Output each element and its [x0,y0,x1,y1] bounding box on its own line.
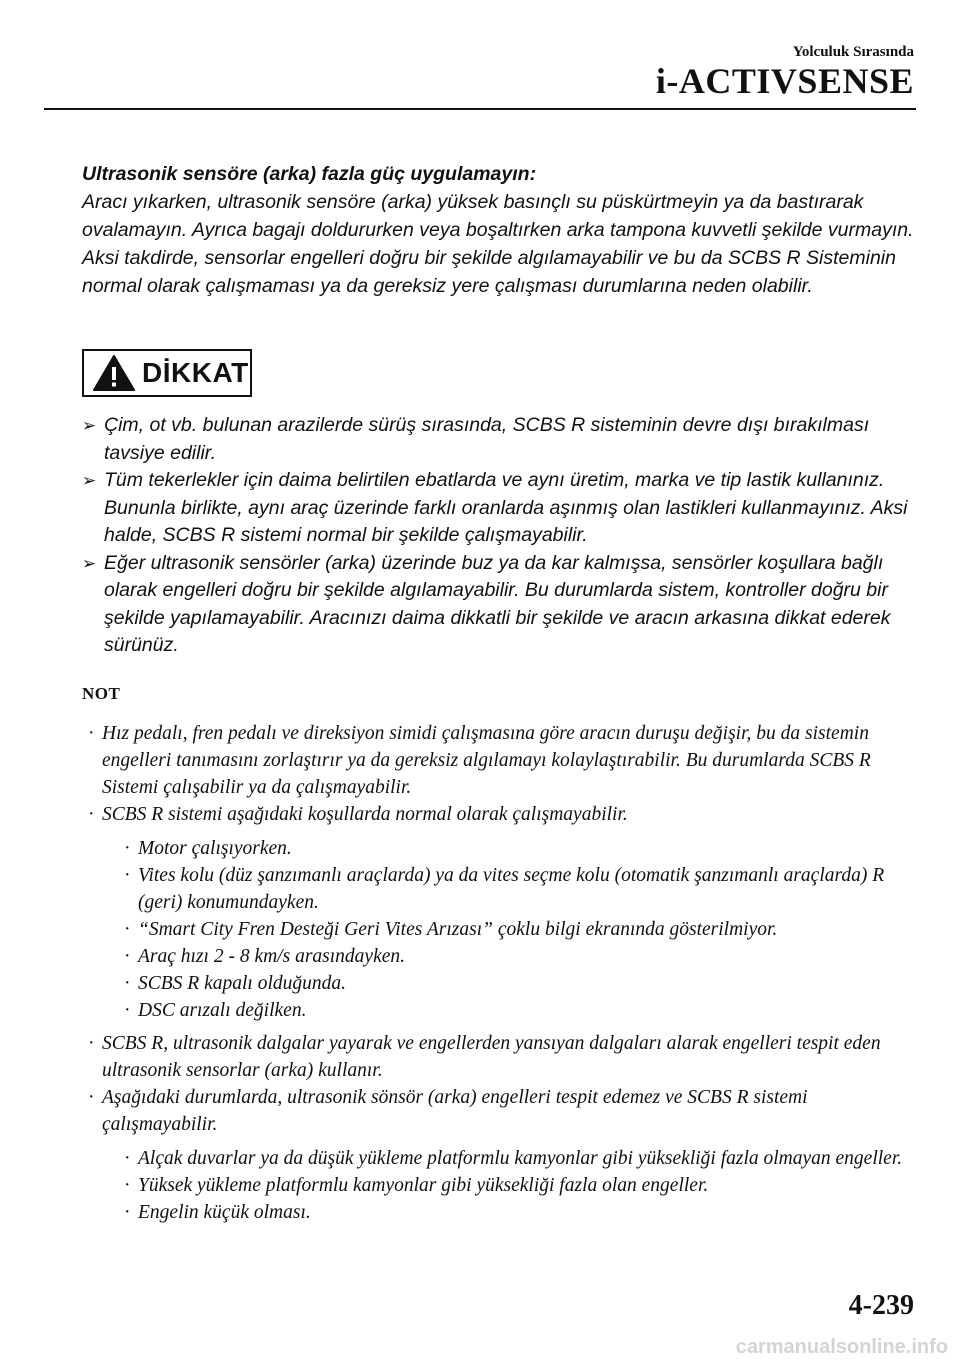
note-sub-item [124,862,922,916]
page-number: 4-239 [848,1290,914,1321]
note-sub-item-text: Yüksek yükleme platformlu kamyonlar gibi yüksekliği fazla olan engeller. [138,1175,709,1196]
header-section-title: Yolculuk Sırasında [792,44,914,60]
note-sub-item-text: Engelin küçük olması. [138,1202,311,1223]
note-sub-item-text: Alçak duvarlar ya da düşük yükleme platformlu kamyonlar gibi yüksekliği fazla olmayan engeller. [138,1148,903,1169]
note-sub-item-text: SCBS R kapalı olduğunda. [138,973,346,994]
dot-bullet-icon: · [124,1202,131,1223]
arrow-bullet-icon: ➢ [82,553,97,573]
note-sub-item [124,970,922,997]
note-sub-list [124,1145,922,1226]
arrow-bullet-icon: ➢ [82,416,97,435]
note-sub-item [124,1172,922,1199]
dot-bullet-icon: · [124,1175,131,1196]
note-title: NOT [82,684,121,703]
dot-bullet-icon: · [124,838,131,859]
note-sub-item [124,916,922,943]
note-item-text: Hız pedalı, fren pedalı ve direksiyon simidi çalışmasına göre aracın duruşu değişir, bu da sistemin engelleri tanımasını zorlaştırır ya da gereksiz algılamayı kolaylaştırabilir. Bu durumlarda SCBS R Sistemi çalışabilir ya da çalışmayabilir. [102,723,871,798]
warning-triangle-icon [92,354,136,392]
warning-list-item [82,550,922,660]
note-sub-item-text: Vites kolu (düz şanzımanlı araçlarda) ya da vites seçme kolu (otomatik şanzımanlı araçlarda) R (geri) konumundayken. [138,865,885,913]
note-sub-item [124,997,922,1024]
warning-item-text: Eğer ultrasonik sensörler (arka) üzerinde buz ya da kar kalmışsa, sensörler koşullara bağlı olarak engelleri doğru bir şekilde algılamayabilir. Bu durumlarda sistem, kontroller doğru bir şekilde yapılamayabilir. Aracınızı daima dikkatli bir şekilde ve aracın arkasına dikkat ederek sürünüz. [104,551,891,656]
note-list-item [88,1084,922,1226]
dot-bullet-icon: · [88,804,95,825]
dot-bullet-icon: · [88,1087,95,1108]
watermark: carmanualsonline.info [735,1336,948,1358]
dot-bullet-icon: · [124,946,131,967]
note-sub-item [124,943,922,970]
note-sub-item-text: Motor çalışıyorken. [138,838,292,859]
note-item-text: Aşağıdaki durumlarda, ultrasonik sönsör (arka) engelleri tespit edemez ve SCBS R sistemi çalışmayabilir. [102,1087,808,1135]
warning-list-item [82,412,922,467]
note-list-item [88,801,922,1024]
note-sub-item [124,1145,922,1172]
note-sub-item-text: Araç hızı 2 - 8 km/s arasındayken. [138,946,406,967]
dot-bullet-icon: · [124,865,131,886]
header-chapter-title: i-ACTIVSENSE [655,61,914,101]
note-item-text: SCBS R, ultrasonik dalgalar yayarak ve engellerden yansıyan dalgaları alarak engelleri tespit eden ultrasonik sensorlar (arka) kullanır. [102,1033,881,1081]
dot-bullet-icon: · [88,723,95,744]
warning-item-text: Çim, ot vb. bulunan arazilerde sürüş sırasında, SCBS R sisteminin devre dışı bırakılması tavsiye edilir. [104,414,870,464]
note-item-text: SCBS R sistemi aşağıdaki koşullarda normal olarak çalışmayabilir. [102,804,628,825]
warning-box [82,349,252,397]
note-list-item [88,720,922,801]
header-rule [44,108,916,110]
note-sub-item-text: “Smart City Fren Desteği Geri Vites Arızası” çoklu bilgi ekranında gösterilmiyor. [138,919,778,940]
note-sub-item [124,835,922,862]
caution-body: Aracı yıkarken, ultrasonik sensöre (arka) yüksek basınçlı su püskürtmeyin ya da bastırarak ovalamayın. Ayrıca bagajı doldururken veya boşaltırken arka tampona kuvvetli şekilde vurmayın. Aksi takdirde, sensorlar engelleri doğru bir şekilde algılamayabilir ve bu da SCBS R Sisteminin normal olarak çalışmaması ya da gereksiz yere çalışması durumlarına neden olabilir. [82,191,914,297]
dot-bullet-icon: · [124,1148,131,1169]
note-list [88,720,922,1232]
dot-bullet-icon: · [124,973,131,994]
arrow-bullet-icon: ➢ [82,471,97,490]
caution-title: Ultrasonik sensöre (arka) fazla güç uygulamayın: [82,163,537,185]
warning-title: DİKKAT [142,357,249,388]
dot-bullet-icon: · [124,919,131,940]
dot-bullet-icon: · [88,1033,95,1054]
note-sub-item [124,1199,922,1226]
dot-bullet-icon: · [124,1000,131,1021]
warning-item-text: Tüm tekerlekler için daima belirtilen ebatlarda ve aynı üretim, marka ve tip lastik kullanınız. Bununla birlikte, aynı araç üzerinde farklı oranlarda aşınmış olan lastikleri kullanmayınız. Aksi halde, SCBS R sistemi normal bir şekilde çalışmayabilir. [104,469,908,546]
warning-list-item [82,467,922,550]
note-sub-list [124,835,922,1024]
note-sub-item-text: DSC arızalı değilken. [138,1000,307,1021]
warning-list [82,412,922,660]
caution-paragraph [82,160,922,300]
note-list-item [88,1030,922,1084]
